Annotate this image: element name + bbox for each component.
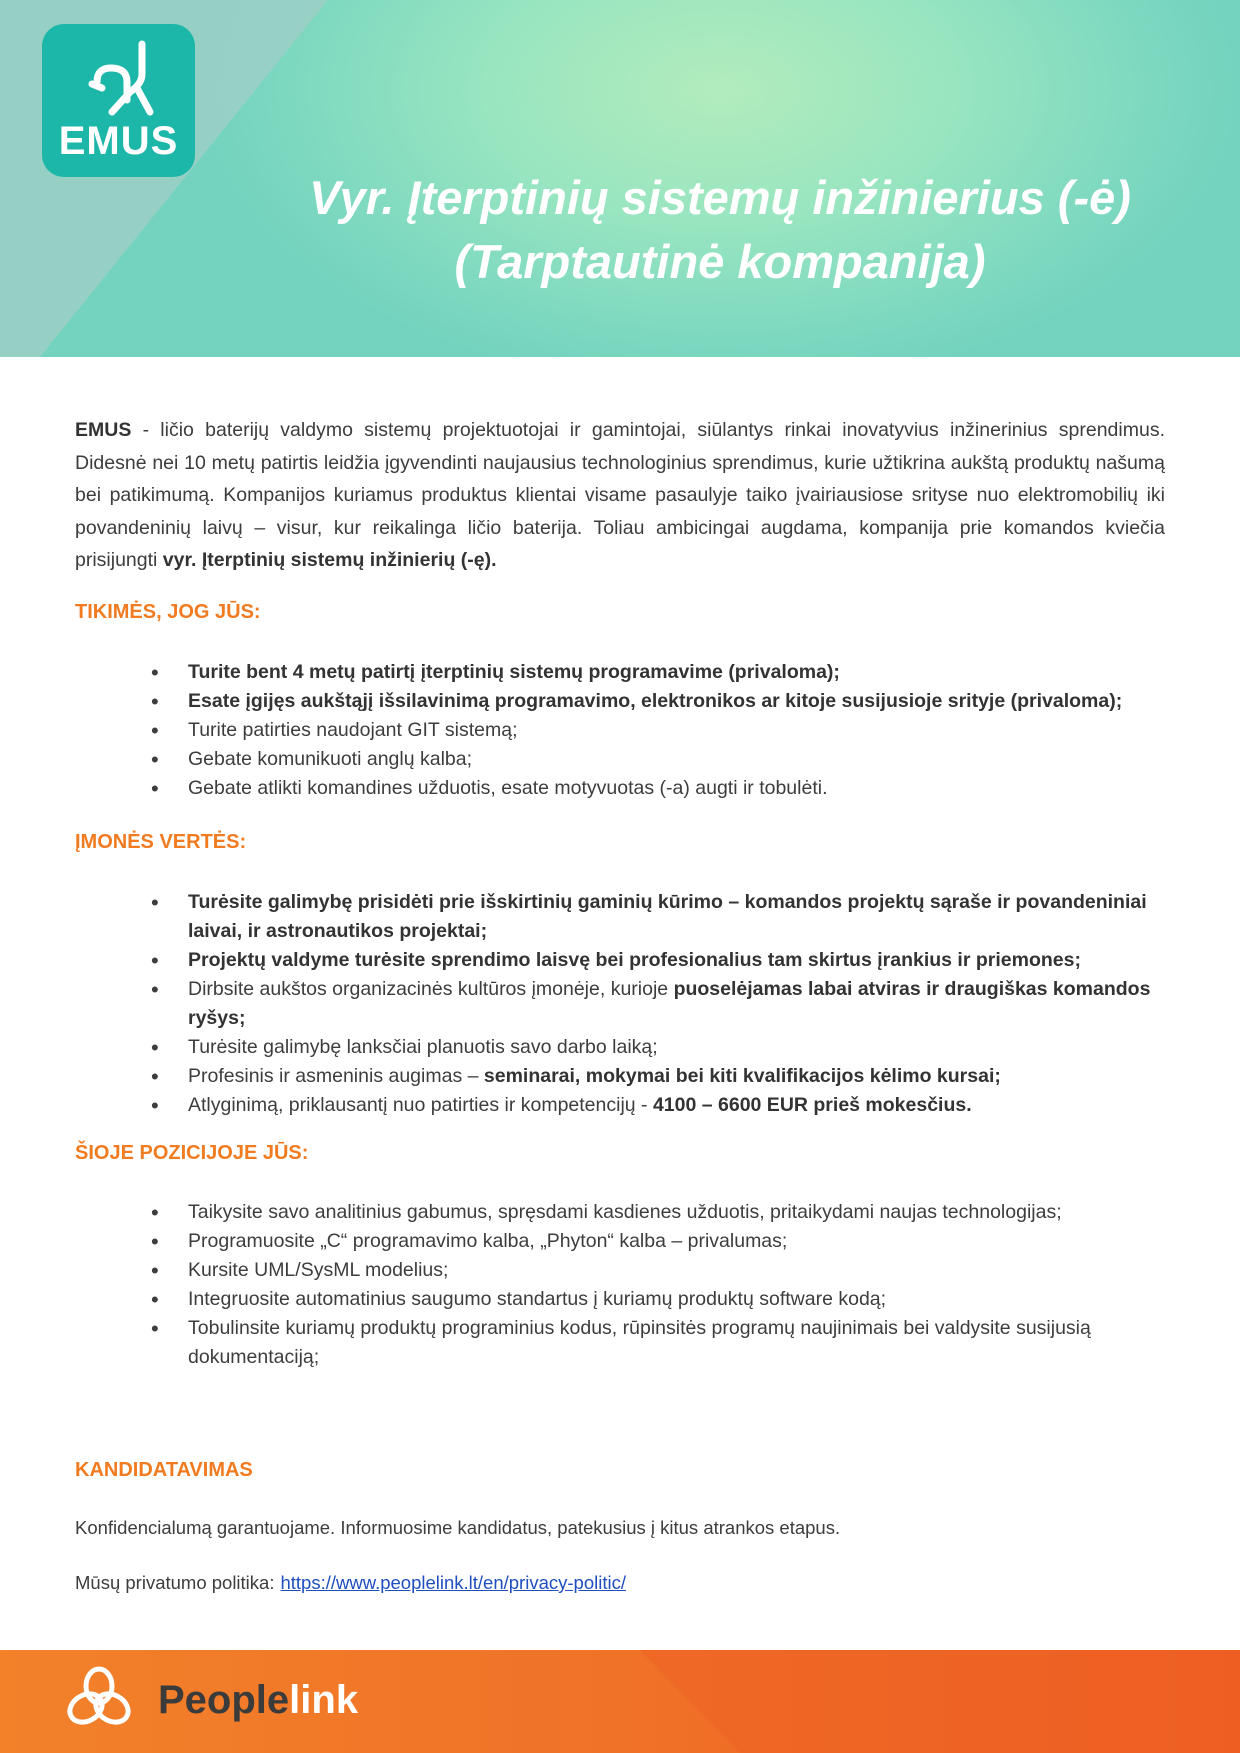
list-item [75, 745, 1165, 774]
list-item-bold-text: Esate įgijęs aukštąjį išsilavinimą programavimo, elektronikos ar kitoje susijusioje srityje (privaloma); [188, 690, 1123, 712]
intro-position: vyr. Įterptinių sistemų inžinierių (-ę). [162, 549, 497, 571]
privacy-policy-line [75, 1569, 626, 1597]
list-item-text: Kursite UML/SysML modelius; [188, 1259, 449, 1281]
list-item [75, 1033, 1165, 1062]
company-values-list [75, 888, 1165, 1120]
list-item [75, 888, 1165, 946]
list-item-bold-text: 4100 – 6600 EUR prieš mokesčius. [652, 1094, 972, 1116]
list-item [75, 1227, 1165, 1256]
list-item-text: Dirbsite aukštos organizacinės kultūros įmonėje, kurioje [188, 978, 674, 1000]
peoplelink-logo-text [158, 1672, 358, 1728]
emus-logo-text: EMUS [58, 119, 179, 163]
intro-company: EMUS [75, 419, 132, 441]
list-item-text: Taikysite savo analitinius gabumus, spręsdami kasdienes užduotis, pritaikydami naujas technologijas; [188, 1201, 1062, 1223]
section-heading-application: KANDIDATAVIMAS [75, 1459, 253, 1481]
expectations-list [75, 658, 1165, 803]
section-heading-company-values: ĮMONĖS VERTĖS: [75, 831, 247, 853]
peoplelink-logo-icon [64, 1664, 134, 1736]
role-duties-list [75, 1198, 1165, 1372]
list-item-text: Programuosite „C“ programavimo kalba, „Phyton“ kalba – privalumas; [188, 1230, 788, 1252]
list-item [75, 1314, 1165, 1372]
list-item-text: Gebate atlikti komandines užduotis, esate motyvuotas (-a) augti ir tobulėti. [188, 777, 828, 799]
list-item [75, 1256, 1165, 1285]
job-title-line-2: (Tarptautinė kompanija) [454, 235, 986, 288]
footer-banner [0, 1650, 1240, 1753]
list-item-text: Atlyginimą, priklausantį nuo patirties ir kompetencijų - [188, 1094, 653, 1116]
intro-paragraph [75, 414, 1165, 577]
list-item [75, 1062, 1165, 1091]
list-item-text: Tobulinsite kuriamų produktų programinius kodus, rūpinsitės programų naujinimais bei valdysite susijusią dokumentaciją; [188, 1317, 1091, 1368]
brand-part-link: link [289, 1678, 359, 1722]
list-item [75, 975, 1165, 1033]
section-heading-expectations: TIKIMĖS, JOG JŪS: [75, 601, 261, 623]
list-item [75, 1091, 1165, 1120]
list-item-text: Integruosite automatinius saugumo standartus į kuriamų produktų software kodą; [188, 1288, 887, 1310]
privacy-policy-label: Mūsų privatumo politika: [75, 1572, 275, 1593]
section-heading-role: ŠIOJE POZICIJOJE JŪS: [75, 1142, 309, 1164]
main-content [75, 414, 1165, 1593]
list-item-text: Gebate komunikuoti anglų kalba; [188, 748, 473, 770]
privacy-policy-link[interactable]: https://www.peoplelink.lt/en/privacy-politic/ [280, 1572, 626, 1593]
list-item-text: Turėsite galimybę lanksčiai planuotis savo darbo laiką; [188, 1036, 658, 1058]
list-item-text: Turite patirties naudojant GIT sistemą; [188, 719, 518, 741]
list-item-bold-text: puoselėjamas labai atviras ir draugiškas komandos ryšys; [188, 978, 1151, 1029]
header-banner [0, 0, 1240, 357]
brand-part-people: People [158, 1678, 290, 1722]
list-item-bold-text: Projektų valdyme turėsite sprendimo laisvę bei profesionalius tam skirtus įrankius ir priemones; [188, 949, 1081, 971]
list-item [75, 716, 1165, 745]
list-item [75, 658, 1165, 687]
job-title [200, 166, 1240, 294]
confidentiality-note: Konfidencialumą garantuojame. Informuosime kandidatus, patekusius į kitus atrankos etapus. [75, 1517, 841, 1538]
job-title-line-1: Vyr. Įterptinių sistemų inžinierius (-ė) [309, 171, 1131, 224]
emus-logo [42, 24, 195, 177]
intro-text: - ličio baterijų valdymo sistemų projektuotojai ir gamintojai, siūlantys rinkai inovatyvius inžinerinius sprendimus. Didesnė nei 10 metų patirtis leidžia įgyvendinti naujausius technologinius sprendimus, kurie užtikrina aukštą produktų našumą bei patikimumą. Kompanijos kuriamus produktus klientai visame pasaulyje taiko įvairiausiose srityse nuo elektromobilių iki povandeninių laivų – visur, kur reikalinga ličio baterija. Toliau ambicingai augdama, kompanija prie komandos kviečia prisijungti [75, 419, 1165, 571]
list-item [75, 946, 1165, 975]
list-item-bold-text: Turėsite galimybę prisidėti prie išskirtinių gaminių kūrimo – komandos projektų sąraše ir povandeniniai laivai, ir astronautikos projektai; [188, 891, 1147, 942]
list-item-bold-text: Turite bent 4 metų patirtį įterptinių sistemų programavime (privaloma); [188, 661, 840, 683]
list-item [75, 687, 1165, 716]
list-item-bold-text: seminarai, mokymai bei kiti kvalifikacijos kėlimo kursai; [483, 1065, 1001, 1087]
list-item-text: Profesinis ir asmeninis augimas – [188, 1065, 484, 1087]
list-item [75, 1198, 1165, 1227]
list-item [75, 1285, 1165, 1314]
list-item [75, 774, 1165, 803]
